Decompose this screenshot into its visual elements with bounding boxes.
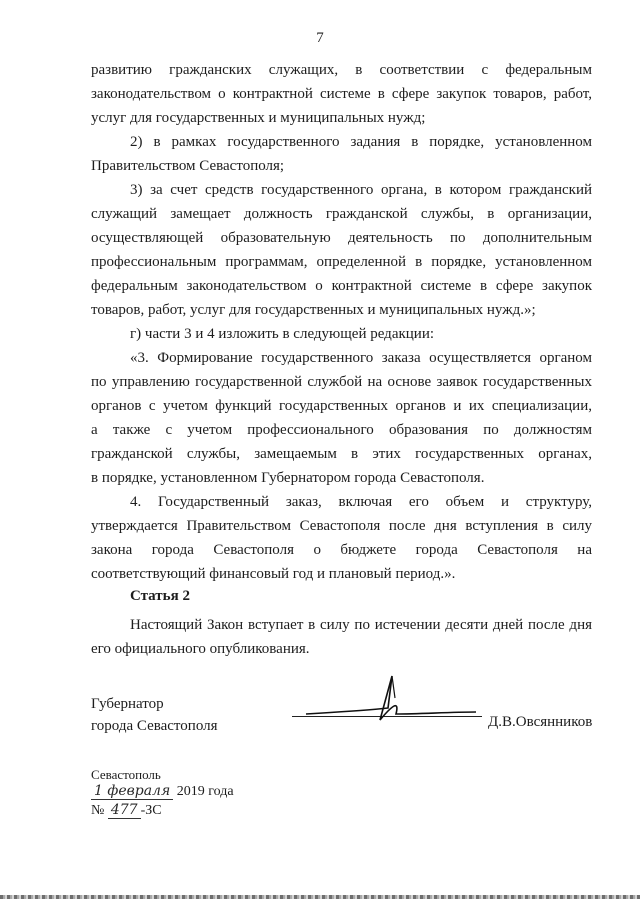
paragraph-6-line-2: утверждается Правительством Севастополя после дня вступления в силу xyxy=(91,518,592,534)
law-number xyxy=(91,802,162,819)
signing-date xyxy=(91,783,234,800)
signatory-title-line-1: Губернатор xyxy=(91,696,164,712)
paragraph-5-line-1: «3. Формирование государственного заказа осуществляется органом xyxy=(130,350,592,366)
paragraph-4: г) части 3 и 4 изложить в следующей редакции: xyxy=(130,326,435,342)
article-2-line-1: Настоящий Закон вступает в силу по истечении десяти дней после дня xyxy=(130,617,592,633)
number-sign: № xyxy=(91,803,105,818)
paragraph-2-line-2: Правительством Севастополя; xyxy=(91,158,285,174)
paragraph-3-line-4: профессиональным программам, определенной в порядке, установленном xyxy=(91,254,592,270)
paragraph-1-line-3: услуг для государственных и муниципальных нужд; xyxy=(91,110,426,126)
paragraph-3-line-5: федеральным законодательством о контрактной системе в сфере закупок xyxy=(91,278,592,294)
paragraph-2-line-1: 2) в рамках государственного задания в порядке, установленном xyxy=(130,134,592,150)
paragraph-3-line-1: 3) за счет средств государственного органа, в котором гражданский xyxy=(130,182,592,198)
article-2-line-2: его официального опубликования. xyxy=(91,641,310,657)
handwritten-date: 1 февраля xyxy=(91,783,173,800)
signatory-name: Д.В.Овсянников xyxy=(488,714,593,730)
place-of-signing: Севастополь xyxy=(91,767,161,782)
scan-edge-artifact xyxy=(0,895,640,899)
paragraph-6-line-4: соответствующий финансовый год и плановый период.». xyxy=(91,566,456,582)
paragraph-6-line-3: закона города Севастополя о бюджете города Севастополя на xyxy=(91,542,592,558)
number-suffix: -ЗС xyxy=(140,803,162,818)
page-number: 7 xyxy=(316,30,324,46)
paragraph-5-line-4: а также с учетом профессионального образования по должностям xyxy=(91,422,592,438)
paragraph-1-line-2: законодательством о контрактной системе в сфере закупок товаров, работ, xyxy=(91,86,592,102)
article-2-heading: Статья 2 xyxy=(130,588,190,604)
paragraph-6-line-1: 4. Государственный заказ, включая его объем и структуру, xyxy=(130,494,592,510)
paragraph-1-line-1: развитию гражданских служащих, в соответствии с федеральным xyxy=(91,62,592,78)
paragraph-5-line-3: органов с учетом функций государственных органов и их специализации, xyxy=(91,398,592,414)
paragraph-3-line-3: осуществляющей образовательную деятельность по дополнительным xyxy=(91,230,592,246)
paragraph-3-line-6: товаров, работ, услуг для государственных и муниципальных нужд.»; xyxy=(91,302,536,318)
paragraph-5-line-5: гражданской службы, замещаемым в этих государственных органах, xyxy=(91,446,592,462)
signing-year: 2019 года xyxy=(176,784,234,799)
paragraph-5-line-2: по управлению государственной службой на основе заявок государственных xyxy=(91,374,592,390)
handwritten-number: 477 xyxy=(108,802,141,819)
paragraph-3-line-2: служащий замещает должность гражданской службы, в организации, xyxy=(91,206,592,222)
signatory-title xyxy=(91,693,218,737)
handwritten-signature xyxy=(300,668,480,732)
signatory-title-line-2: города Севастополя xyxy=(91,718,218,734)
paragraph-5-line-6: в порядке, установленном Губернатором города Севастополя. xyxy=(91,470,485,486)
